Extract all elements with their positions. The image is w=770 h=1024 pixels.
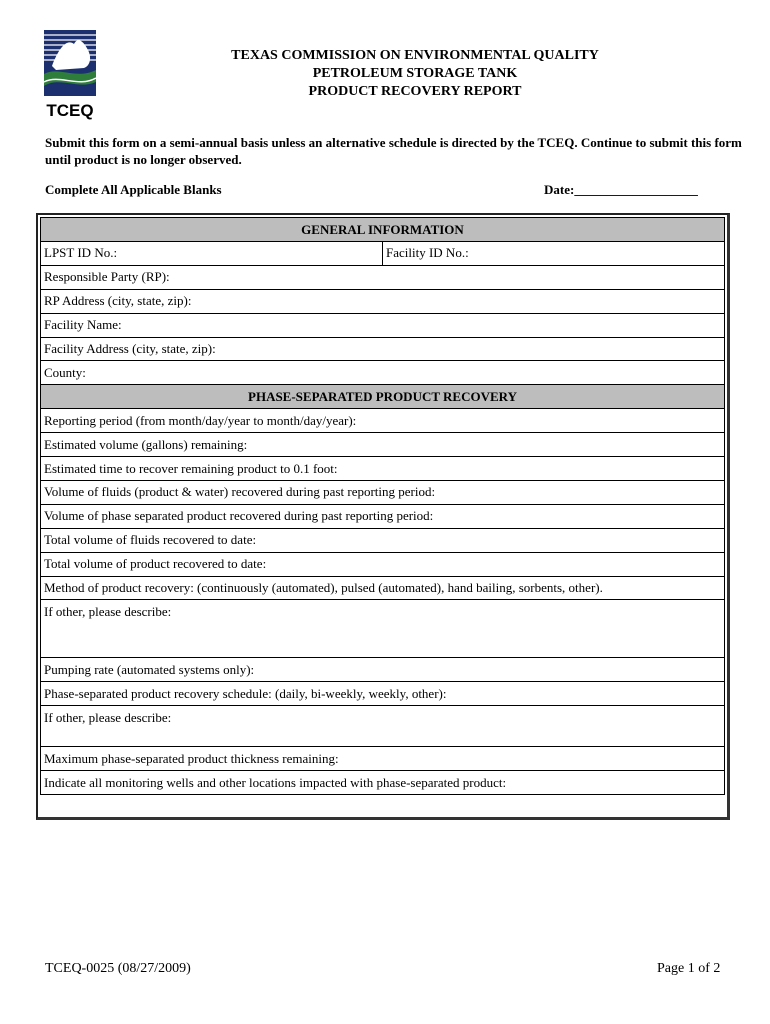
facility-name-field[interactable]: Facility Name:	[41, 313, 725, 337]
logo-text: TCEQ	[46, 101, 94, 120]
page-number: Page 1 of 2	[657, 961, 721, 976]
header-agency: TEXAS COMMISSION ON ENVIRONMENTAL QUALITY	[231, 48, 599, 63]
impacted-wells-field[interactable]: Indicate all monitoring wells and other locations impacted with phase-separated product:	[41, 771, 725, 795]
rp-address-field[interactable]: RP Address (city, state, zip):	[41, 289, 725, 313]
facility-id-field[interactable]: Facility ID No.:	[383, 242, 725, 266]
header-program: PETROLEUM STORAGE TANK	[312, 66, 518, 81]
total-product-field[interactable]: Total volume of product recovered to date:	[41, 552, 725, 576]
date-field[interactable]: Date:___________________	[544, 182, 698, 197]
tceq-logo	[44, 30, 96, 120]
lpst-id-field[interactable]: LPST ID No.:	[41, 242, 383, 266]
form-table	[40, 217, 725, 795]
recovery-method-field[interactable]: Method of product recovery: (continuously (automated), pulsed (automated), hand bailing, sorbents, other).	[41, 576, 725, 600]
report-form	[36, 213, 730, 820]
intro-text: Submit this form on a semi-annual basis unless an alternative schedule is directed by the TCEQ. Continue to submit this form until product is no longer observed.	[45, 135, 742, 167]
reporting-period-field[interactable]: Reporting period (from month/day/year to month/day/year):	[41, 409, 725, 433]
complete-label: Complete All Applicable Blanks	[45, 182, 222, 197]
product-recovered-period-field[interactable]: Volume of phase separated product recovered during past reporting period:	[41, 504, 725, 528]
section-product-recovery: PHASE-SEPARATED PRODUCT RECOVERY	[41, 385, 725, 409]
section-general-information: GENERAL INFORMATION	[41, 218, 725, 242]
total-fluids-field[interactable]: Total volume of fluids recovered to date:	[41, 528, 725, 552]
volume-remaining-field[interactable]: Estimated volume (gallons) remaining:	[41, 433, 725, 457]
pumping-rate-field[interactable]: Pumping rate (automated systems only):	[41, 658, 725, 682]
facility-address-field[interactable]: Facility Address (city, state, zip):	[41, 337, 725, 361]
recovery-schedule-field[interactable]: Phase-separated product recovery schedule: (daily, bi-weekly, weekly, other):	[41, 682, 725, 706]
header-title: PRODUCT RECOVERY REPORT	[308, 84, 522, 99]
fluids-recovered-period-field[interactable]: Volume of fluids (product & water) recovered during past reporting period:	[41, 481, 725, 505]
county-field[interactable]: County:	[41, 361, 725, 385]
time-to-recover-field[interactable]: Estimated time to recover remaining product to 0.1 foot:	[41, 457, 725, 481]
form-header	[180, 47, 650, 101]
method-other-describe-field[interactable]: If other, please describe:	[41, 600, 725, 658]
schedule-other-describe-field[interactable]: If other, please describe:	[41, 706, 725, 747]
responsible-party-field[interactable]: Responsible Party (RP):	[41, 265, 725, 289]
max-thickness-field[interactable]: Maximum phase-separated product thickness remaining:	[41, 747, 725, 771]
form-id: TCEQ-0025 (08/27/2009)	[45, 961, 191, 976]
